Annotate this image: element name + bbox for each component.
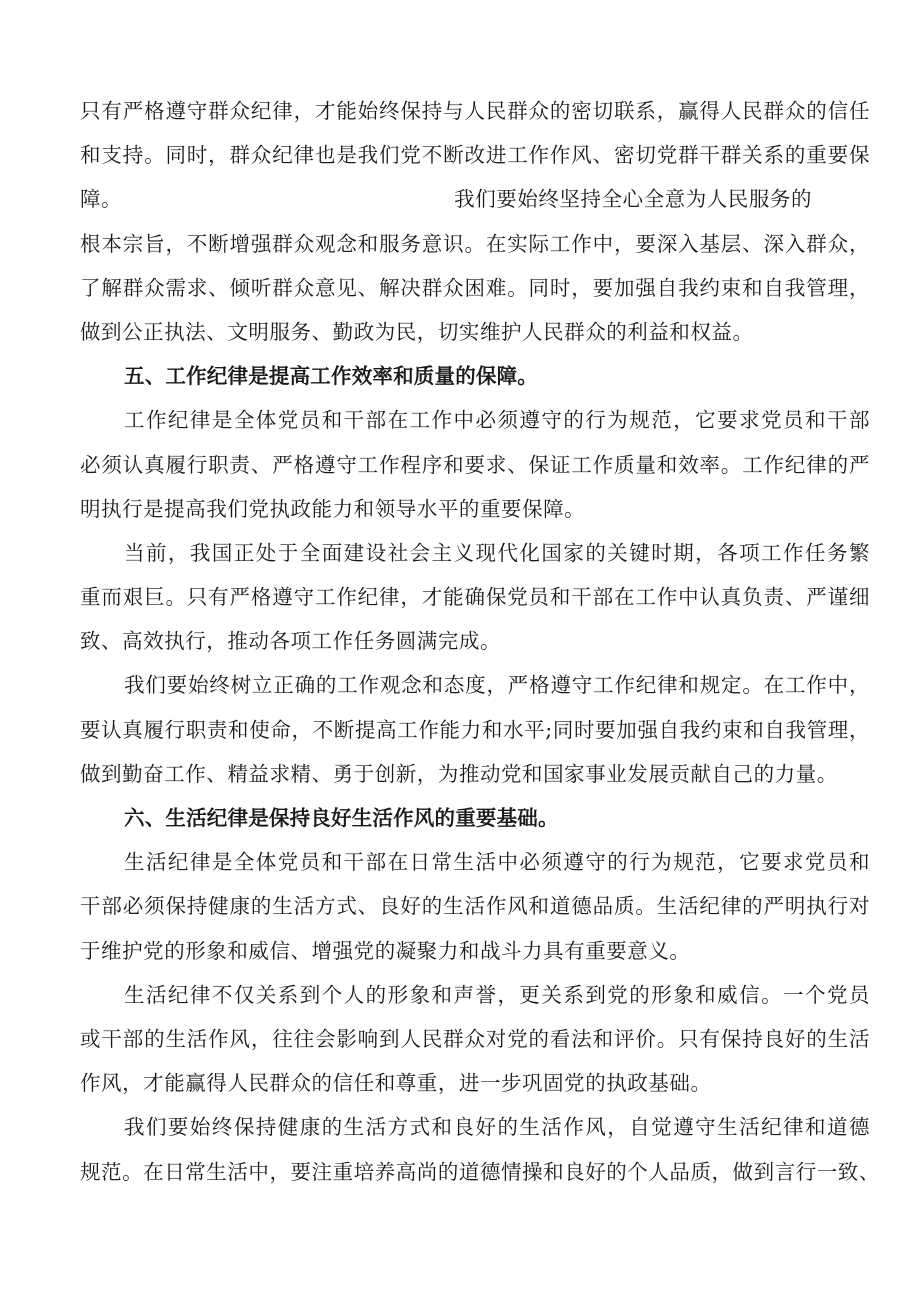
body-line: 致、高效执行，推动各项工作任务圆满完成。	[80, 629, 501, 654]
document-body	[80, 89, 880, 1194]
paragraph-first-line: 生活纪律是全体党员和干部在日常生活中必须遵守的行为规范，它要求党员和	[124, 850, 870, 875]
body-line: 于维护党的形象和威信、增强党的凝聚力和战斗力具有重要意义。	[80, 938, 691, 963]
body-line: 规范。在日常生活中，要注重培养高尚的道德情操和良好的个人品质，做到言行一致、	[80, 1159, 880, 1184]
body-line: 干部必须保持健康的生活方式、良好的生活作风和道德品质。生活纪律的严明执行对	[80, 894, 870, 919]
body-line: 做到公正执法、文明服务、勤政为民，切实维护人民群众的利益和权益。	[80, 319, 754, 344]
body-line: 重而艰巨。只有严格遵守工作纪律，才能确保党员和干部在工作中认真负责、严谨细	[80, 585, 870, 610]
body-line: 做到勤奋工作、精益求精、勇于创新，为推动党和国家事业发展贡献自己的力量。	[80, 761, 838, 786]
body-line: 根本宗旨，不断增强群众观念和服务意识。在实际工作中，要深入基层、深入群众，	[80, 231, 870, 256]
paragraph-first-line: 工作纪律是全体党员和干部在工作中必须遵守的行为规范，它要求党员和干部	[124, 408, 870, 433]
body-line	[80, 177, 870, 221]
body-fragment: 障。	[80, 187, 123, 212]
body-line: 只有严格遵守群众纪律，才能始终保持与人民群众的密切联系，赢得人民群众的信任	[80, 99, 870, 123]
paragraph-first-line: 当前，我国正处于全面建设社会主义现代化国家的关键时期，各项工作任务繁	[124, 540, 870, 565]
section-heading: 五、工作纪律是提高工作效率和质量的保障。	[124, 364, 538, 389]
body-line: 和支持。同时，群众纪律也是我们党不断改进工作作风、密切党群干群关系的重要保	[80, 143, 870, 168]
paragraph-first-line: 生活纪律不仅关系到个人的形象和声誉，更关系到党的形象和威信。一个党员	[124, 982, 870, 1007]
paragraph-first-line: 我们要始终树立正确的工作观念和态度，严格遵守工作纪律和规定。在工作中，	[124, 673, 870, 698]
body-fragment: 我们要始终坚持全心全意为人民服务的	[454, 187, 812, 212]
body-line: 作风，才能赢得人民群众的信任和尊重，进一步巩固党的执政基础。	[80, 1071, 712, 1096]
body-line: 或干部的生活作风，往往会影响到人民群众对党的看法和评价。只有保持良好的生活	[80, 1026, 870, 1051]
body-line: 必须认真履行职责、严格遵守工作程序和要求、保证工作质量和效率。工作纪律的严	[80, 452, 870, 477]
body-line: 明执行是提高我们党执政能力和领导水平的重要保障。	[80, 496, 586, 521]
split-line	[80, 177, 812, 221]
paragraph-first-line: 我们要始终保持健康的生活方式和良好的生活作风，自觉遵守生活纪律和道德	[124, 1115, 870, 1140]
body-line: 要认真履行职责和使命，不断提高工作能力和水平;同时要加强自我约束和自我管理，	[80, 717, 870, 742]
body-line: 了解群众需求、倾听群众意见、解决群众困难。同时，要加强自我约束和自我管理，	[80, 275, 870, 300]
section-heading: 六、生活纪律是保持良好生活作风的重要基础。	[124, 806, 559, 830]
